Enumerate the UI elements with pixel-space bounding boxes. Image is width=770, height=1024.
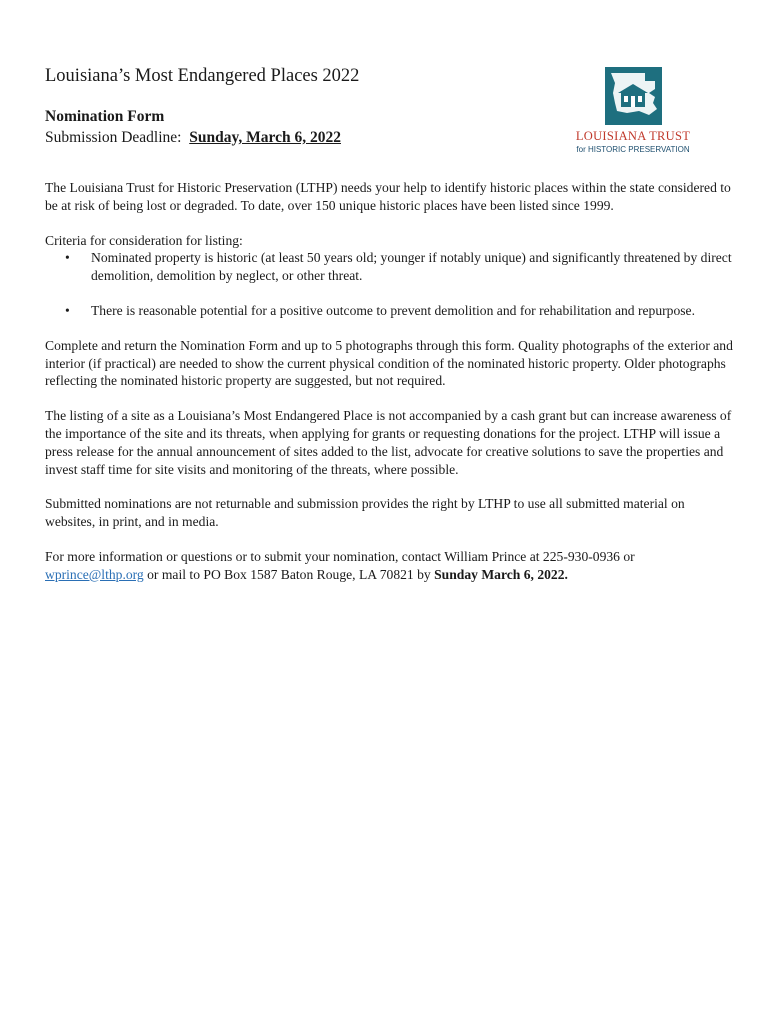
- intro-paragraph: The Louisiana Trust for Historic Preservation (LTHP) needs your help to identify historic places within the state considered to be at risk of being lost or degraded. To date, over 150 unique historic places have been listed since 1999.: [45, 180, 731, 213]
- criteria-label: Criteria for consideration for listing:: [45, 232, 243, 248]
- document-body: [45, 64, 735, 584]
- logo-subtitle: for HISTORIC PRESERVATION: [576, 145, 690, 154]
- bullet-icon: •: [65, 302, 70, 318]
- contact-paragraph: [45, 548, 735, 584]
- deadline-date: Sunday, March 6, 2022: [189, 129, 341, 146]
- rights-paragraph: Submitted nominations are not returnable and submission provides the right by LTHP to use all submitted material on websites, in print, and in media.: [45, 496, 685, 530]
- form-title: Nomination Form: [45, 108, 165, 125]
- submission-deadline: [45, 127, 735, 149]
- email-link[interactable]: wprince@lthp.org: [45, 566, 144, 582]
- contact-middle: or mail to PO Box 1587 Baton Rouge, LA 70821 by: [143, 566, 435, 582]
- criteria-item-text: There is reasonable potential for a positive outcome to prevent demolition and for rehabilitation and repurpose.: [91, 302, 695, 318]
- logo-name: LOUISIANA TRUST: [575, 129, 691, 143]
- photos-paragraph: Complete and return the Nomination Form and up to 5 photographs through this form. Quality photographs of the exterior and interior (if practical) are needed to show the current physical condition of the nominated historic property. Older photographs reflecting the nominated historic property are suggested, but not required.: [45, 337, 733, 389]
- page-title: Louisiana’s Most Endangered Places 2022: [45, 66, 360, 86]
- bullet-icon: •: [65, 250, 70, 266]
- list-item: [45, 302, 735, 320]
- contact-deadline: Sunday March 6, 2022.: [434, 566, 568, 582]
- listing-paragraph: The listing of a site as a Louisiana’s Most Endangered Place is not accompanied by a cash grant but can increase awareness of the importance of the site and its threats, when applying for grants or requesting donations for the project. LTHP will issue a press release for the annual announcement of sites added to the list, advocate for creative solutions to save the properties and invest staff time for site visits and monitoring of the threats, where possible.: [45, 408, 732, 477]
- criteria-item-text: Nominated property is historic (at least 50 years old; younger if notably unique) and significantly threatened by direct demolition, demolition by neglect, or other threat.: [91, 250, 732, 284]
- deadline-label: Submission Deadline:: [45, 129, 182, 146]
- contact-prefix: For more information or questions or to submit your nomination, contact William Prince at 225-930-0936 or: [45, 548, 635, 564]
- list-item: [45, 249, 735, 285]
- criteria-list: [45, 249, 735, 319]
